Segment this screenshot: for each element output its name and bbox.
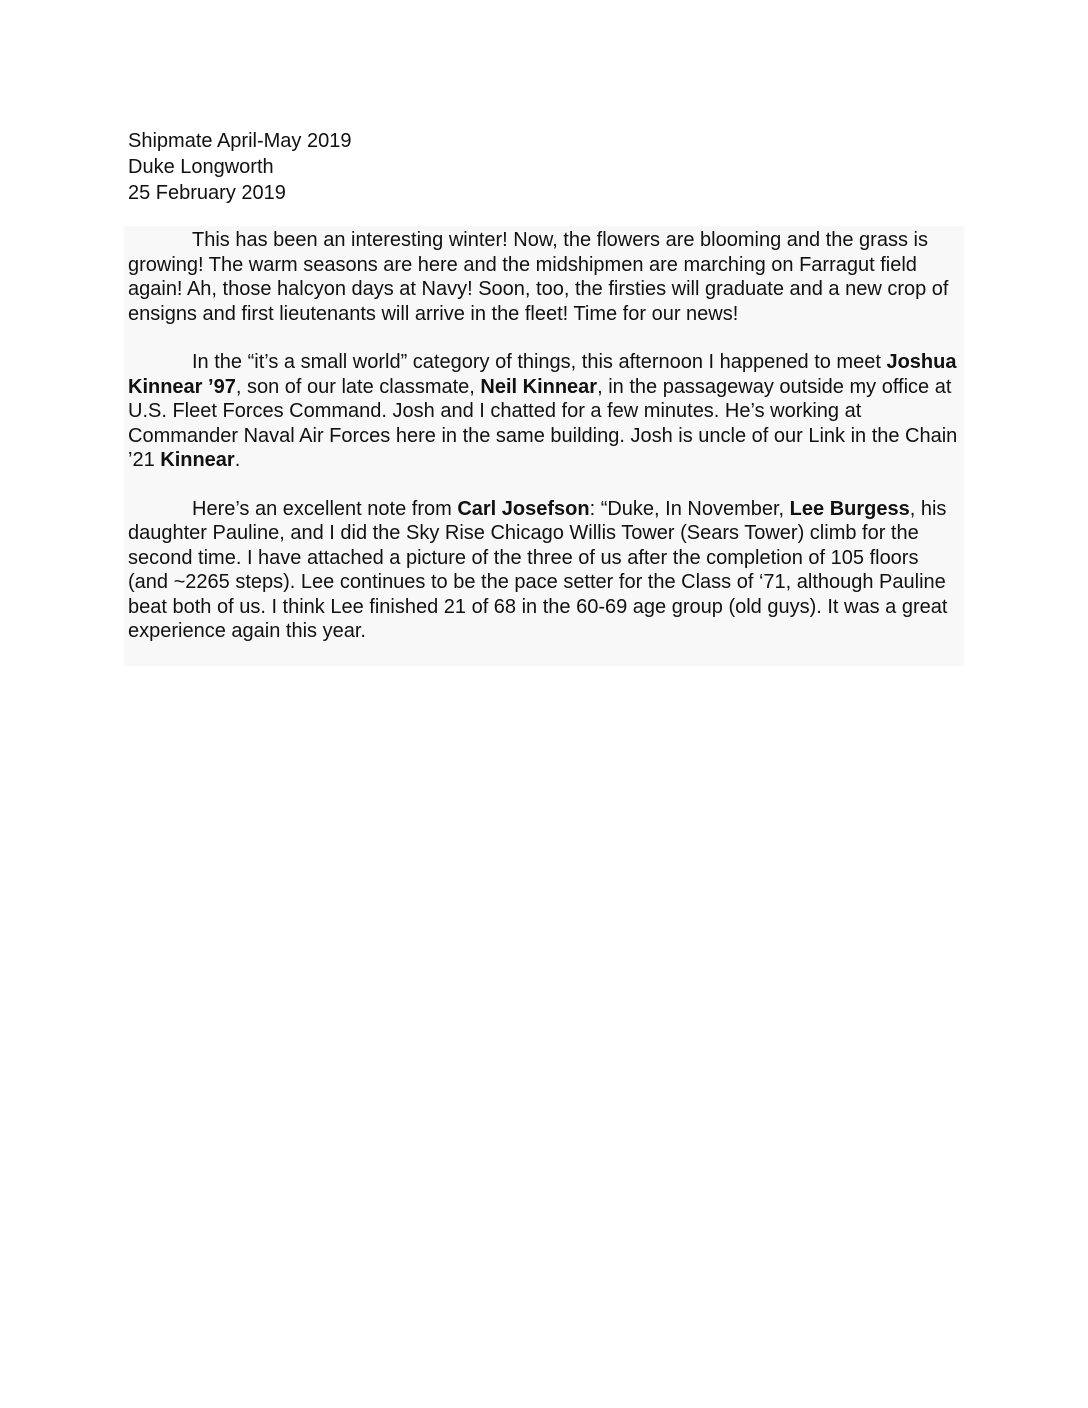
- text-run: , son of our late classmate,: [235, 375, 481, 398]
- bold-name-neil-kinnear: Neil Kinnear: [480, 375, 598, 398]
- publication-title: Shipmate April-May 2019: [128, 130, 352, 152]
- paragraph-josefson-note: [128, 497, 960, 644]
- document-header: [128, 128, 351, 206]
- bold-name-joshua-kinnear: Joshua Kinnear ’97: [128, 351, 957, 398]
- paragraph-small-world: [128, 350, 960, 473]
- author-name: Duke Longworth: [128, 156, 274, 178]
- body-text-block: [124, 226, 964, 666]
- text-run: In the “it’s a small world” category of things, this afternoon I happened to meet: [192, 351, 887, 373]
- paragraph-intro-text: This has been an interesting winter! Now, the flowers are blooming and the grass is growing! The warm seasons are here and the midshipmen are marching on Farragut field again! Ah, those halcyon days at Navy! Soon, too, the firsties will graduate and a new crop of ensigns and first lieutenants will arrive in the fleet! Time for our news!: [128, 229, 949, 325]
- text-run: , in the passageway outside my office at U.S. Fleet Forces Command. Josh and I chatted for a few minutes. He’s working at Commander Naval Air Forces here in the same building. Josh is uncle of our Link in the Chain ’21: [128, 375, 958, 471]
- paragraph-intro: [128, 228, 960, 326]
- bold-name-carl-josefson: Carl Josefson: [457, 497, 590, 520]
- text-run: , his daughter Pauline, and I did the Sky Rise Chicago Willis Tower (Sears Tower) climb for the second time. I have attached a picture of the three of us after the completion of 105 floors (and ~2265 steps). Lee continues to be the pace setter for the Class of ‘71, although Pauline beat both of us. I think Lee finished 21 of 68 in the 60-69 age group (old guys). It was a great experience again this year.: [128, 497, 948, 642]
- bold-name-kinnear: Kinnear: [160, 449, 235, 471]
- text-run: .: [234, 449, 241, 471]
- text-run: : “Duke, In November,: [589, 497, 790, 520]
- bold-name-lee-burgess: Lee Burgess: [789, 497, 910, 520]
- document-date: 25 February 2019: [128, 182, 286, 204]
- text-run: Here’s an excellent note from: [192, 497, 458, 520]
